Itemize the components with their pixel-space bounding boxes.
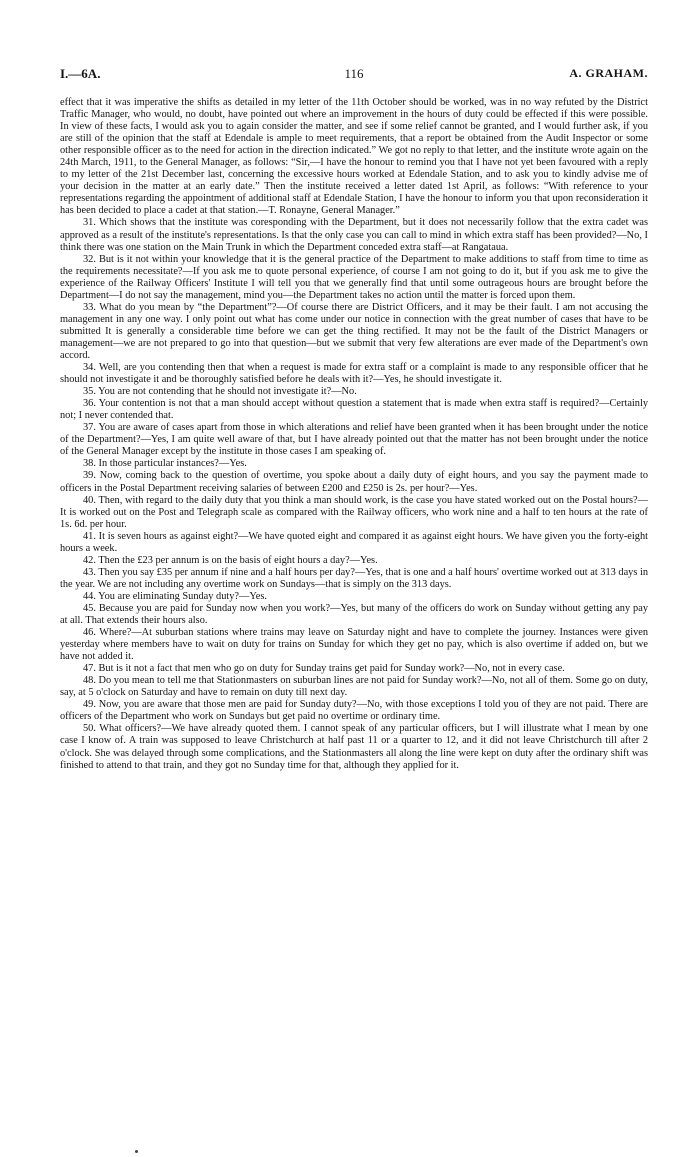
question-31: 31. Which shows that the institute was coresponding with the Department, but it does not necessarily follow that the extra cadet was approved as a result of the institute's representations. Is that the only case you can call to mind in which extra staff has been provided?—No, I think there was one station on the Main Trunk in which the Department conceded extra staff—at Rangataua. [60, 217, 648, 253]
question-37: 37. You are aware of cases apart from those in which alterations and relief have been granted when it has been brought under the notice of the Department?—Yes, I am quite well aware of that, but I have already pointed out that the matter has not been brought under the notice of the General Manager except by the institute in those cases I am speaking of. [60, 422, 648, 458]
question-48: 48. Do you mean to tell me that Stationmasters on suburban lines are not paid for Sunday work?—No, not all of them. Some go on duty, say, at 5 o'clock on Saturday and have to remain on duty till next day. [60, 675, 648, 699]
question-50: 50. What officers?—We have already quoted them. I cannot speak of any particular officers, but I will illustrate what I mean by one case I know of. A train was supposed to leave Christchurch at half past 11 or a quarter to 12, and it did not leave Christchurch till after 2 o'clock. She was delayed through some complications, and the Stationmasters all along the line were kept on duty after the ordinary shift was finished to attend to that train, and they got no Sunday time for that, although they applied for it. [60, 723, 648, 771]
question-35: 35. You are not contending that he should not investigate it?—No. [83, 386, 357, 398]
question-41: 41. It is seven hours as against eight?—We have quoted eight and compared it as against eight hours. We have given you the forty-eight hours a week. [60, 530, 648, 554]
question-38: 38. In those particular instances?—Yes. [83, 458, 247, 470]
question-43: 43. Then you say £35 per annum if nine and a half hours per day?—Yes, that is one and a half hours' overtime worked out at 313 days in the year. We are not including any overtime work on Sundays—that is simply on the 313 days. [60, 566, 648, 590]
question-33: 33. What do you mean by “the Department”?—Of course there are District Officers, and it may be their fault. I am not accusing the management in any one way. I only point out what has come under our notice in connection with the great number of cases that have to be submitted It is generally a considerable time before we can get the thing rectified. It may not be the fault of the District Managers or management—we are not prepared to go into that question—but we submit that very few alterations are ever made of the Department's own accord. [60, 301, 648, 361]
question-36: 36. Your contention is not that a man should accept without question a statement that is made when extra staff is required?—Certainly not; I never contended that. [60, 398, 648, 422]
parliamentary-paper-reference: I.—6A. [60, 66, 101, 81]
question-45: 45. Because you are paid for Sunday now when you work?—Yes, but many of the officers do work on Sunday without getting any pay at all. That extends their hours also. [60, 602, 648, 627]
page-header [60, 66, 648, 84]
question-39: 39. Now, coming back to the question of overtime, you spoke about a daily duty of eight hours, and you say the payment made to officers in the Postal Department receiving salaries of between £200 and £250 is 2s. per hour?—Yes. [60, 470, 648, 494]
question-49: 49. Now, you are aware that those men are paid for Sunday duty?—No, with those exceptions I told you of they are not paid. There are officers of the Department who work on Sundays but get paid no overtime or ordinary time. [60, 699, 648, 723]
print-speck [135, 1150, 138, 1153]
question-32: 32. But is it not within your knowledge that it is the general practice of the Department to make additions to staff from time to time as the requirements necessitate?—If you ask me to quote personal experience, of course I am not going to do it, but if you ask me to give the experience of the Railway Officers' Institute I will tell you that we generally find that until some outrageous hours are brought before the Department—I do not say the management, mind you—the Department takes no action until the matter is forced upon them. [60, 253, 648, 301]
question-40: 40. Then, with regard to the daily duty that you think a man should work, is the case you have stated worked out on the Postal hours?—It is worked out on the Post and Telegraph scale as compared with the Railway officers, who work nine and a half to ten hours at the rate of 1s. 6d. per hour. [60, 494, 648, 530]
continued-paragraph: effect that it was imperative the shifts as detailed in my letter of the 11th October should be worked, was in no way refuted by the District Traffic Manager, who would, no doubt, have pointed out where an improvement in the hours of duty could be effected if this were possible. In view of these facts, I would ask you to again consider the matter, and see if some relief cannot be granted, and I would further ask, if you are still of the opinion that the staff at Edendale is ample to meet requirements, that a report be obtained from the Audit Inspector or some other responsible officer as to the need for action in the direction indicated.” We got no reply to that letter, and the institute wrote again on the 24th March, 1911, to the General Manager, as follows: “Sir,—I have the honour to remind you that I have not yet been favoured with a reply to my letter of the 21st December last, concerning the excessive hours worked at Edendale Station, and to ask you to kindly advise me of your decision in the matter at an early date.” Then the institute received a letter dated 1st April, as follows: “With reference to your representations regarding the appointment of additional staff at Edendale Station, I have the honour to inform you that upon reconsideration it has been decided to place a cadet at that station.—T. Ronayne, General Manager.” [60, 97, 648, 217]
page-number: 116 [344, 66, 364, 81]
question-42: 42. Then the £23 per annum is on the basis of eight hours a day?—Yes. [83, 554, 378, 566]
question-44: 44. You are eliminating Sunday duty?—Yes. [83, 590, 267, 602]
question-46: 46. Where?—At suburban stations where trains may leave on Saturday night and have to complete the journey. Instances were given yesterday where members have to wait on duty for trains on Sunday for which they get no pay, which is also overtime if added on, but we have not added it. [60, 627, 648, 663]
witness-name: A. GRAHAM. [569, 66, 648, 80]
question-34: 34. Well, are you contending then that when a request is made for extra staff or a complaint is made to any responsible officer that he should not investigate it and be thoroughly satisfied before he deals with it?—Yes, he should investigate it. [60, 362, 648, 386]
document-body [60, 97, 648, 772]
question-47: 47. But is it not a fact that men who go on duty for Sunday trains get paid for Sunday work?—No, not in every case. [83, 663, 565, 675]
